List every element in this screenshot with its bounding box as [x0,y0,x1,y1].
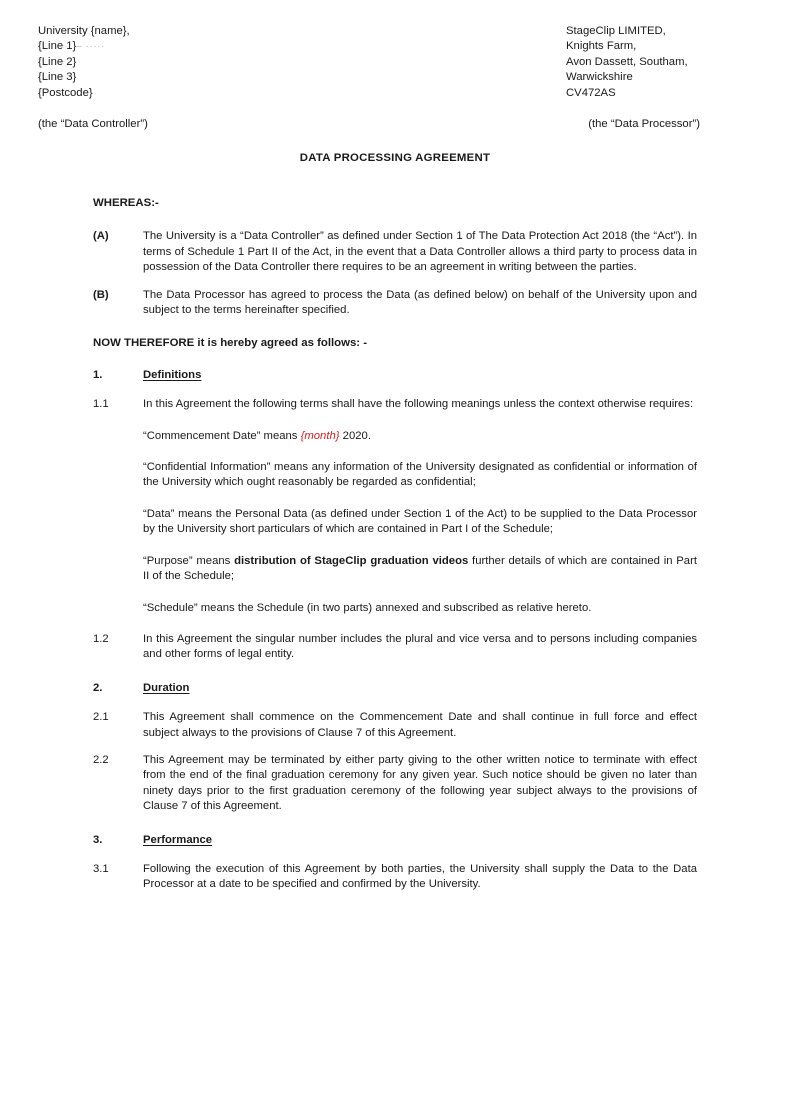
definition-commencement-date-prefix: “Commencement Date” means [143,429,301,442]
subclause-2-1-text: This Agreement shall commence on the Commencement Date and shall continue in full force and effect subject always to the provisions of Clause 7 of this Agreement. [143,711,697,739]
clause-2-title: Duration [143,681,190,694]
whereas-item-b-marker: (B) [93,288,109,301]
spacer [93,696,697,710]
whereas-item-a [93,229,697,275]
controller-line-1: University {name}, [38,25,130,37]
subclause-1-1-text: In this Agreement the following terms shall have the following meanings unless the context otherwise requires: [143,398,694,411]
page-title: DATA PROCESSING AGREEMENT [299,152,491,164]
clause-3-number: 3. [93,833,103,846]
spacer [93,848,697,862]
clause-1-title: Definitions [143,368,202,381]
whereas-item-a-marker: (A) [93,230,109,243]
spacer [93,318,697,336]
definition-purpose-emphasis: distribution of StageClip graduation videos [234,554,469,567]
whereas-heading: WHEREAS:- [93,197,159,209]
spacer [93,741,697,753]
parties-header [0,24,790,144]
controller-line-3: {Line 2} [38,55,77,68]
clause-2-number: 2. [93,681,103,694]
definition-confidential-information: “Confidential Information” means any information of the University designated as confidential or information of the University which ought reasonably be regarded as confidential; [143,461,697,489]
subclause-1-1-number: 1.1 [93,398,109,411]
subclause-1-2 [93,632,697,663]
subclause-1-2-number: 1.2 [93,632,109,645]
subclause-2-1 [93,710,697,741]
spacer [93,413,697,429]
definition-purpose [143,554,697,585]
subclause-3-1 [93,862,697,893]
spacer [93,616,697,632]
subclause-2-2-text: This Agreement may be terminated by either party giving to the other written notice to terminate with effect from the end of the final graduation ceremony for any given year. Such notice should be given no later than ninety days prior to the first graduation ceremony of the following year subject always to the provisions of Clause 7 of this Agreement. [143,753,697,813]
controller-line-2 [38,39,368,54]
clause-2-heading [93,681,697,696]
definition-commencement-date-suffix: 2020. [339,429,371,442]
definition-purpose-suffix: further details of which are contained in Part II of the Schedule; [143,554,697,583]
definition-schedule: “Schedule” means the Schedule (in two parts) annexed and subscribed as relative hereto. [143,601,592,614]
subclause-1-2-text: In this Agreement the singular number includes the plural and vice versa and to persons including companies and other forms of legal entity. [143,632,697,661]
whereas-item-a-text: The University is a “Data Controller” as defined under Section 1 of The Data Protection Act 2018 (the “Act”). In terms of Schedule 1 Part II of the Act, in the event that a Data Controller allows a third party to process data in possession of the Data Controller there requires to be an agreement in writing between the parties. [143,230,697,274]
processor-line-3: Avon Dassett, Southam, [566,55,688,68]
controller-line-5: {Postcode} [38,86,93,99]
controller-line-2-text: {Line 1} [38,40,77,53]
definition-commencement-date-placeholder: {month} [300,429,340,442]
processor-line-1: StageClip LIMITED, [566,25,666,37]
spacer [93,352,697,368]
spacer [93,815,697,833]
processor-line-4: Warwickshire [566,71,633,84]
spacer [93,211,697,229]
document-body [93,196,697,893]
subclause-1-1 [93,397,697,412]
spacer [93,444,697,460]
data-controller-block [38,24,368,101]
spacer [93,538,697,554]
whereas-item-b [93,288,697,319]
spacer [93,491,697,507]
processor-line-2: Knights Farm, [566,40,637,53]
subclause-2-2-number: 2.2 [93,753,109,766]
data-processor-tag: (the “Data Processor”) [588,118,700,130]
definition-purpose-prefix: “Purpose” means [143,554,235,567]
processor-line-5: CV472AS [566,86,616,99]
subclause-2-2 [93,753,697,815]
data-controller-tag: (the “Data Controller”) [38,118,148,130]
controller-line-4: {Line 3} [38,71,77,84]
subclause-2-1-number: 2.1 [93,711,109,724]
clause-3-heading [93,833,697,848]
spacer [93,383,697,397]
spacer [93,276,697,288]
controller-line-2-dashes: – ····· [76,41,105,53]
data-processor-block [566,24,776,101]
clause-1-number: 1. [93,368,103,381]
spacer [93,663,697,681]
spacer [93,585,697,601]
subclause-3-1-number: 3.1 [93,862,109,875]
clause-1-heading [93,368,697,383]
clause-3-title: Performance [143,833,213,846]
definition-data: “Data” means the Personal Data (as defined under Section 1 of the Act) to be supplied to the Data Processor by the University short particulars of which are contained in Part I of the Schedule; [143,507,697,536]
whereas-item-b-text: The Data Processor has agreed to process the Data (as defined below) on behalf of the University upon and subject to the terms hereinafter specified. [143,288,697,317]
definition-commencement-date [143,429,697,444]
subclause-3-1-text: Following the execution of this Agreement by both parties, the University shall supply the Data to the Data Processor at a date to be specified and confirmed by the University. [143,862,697,891]
now-therefore-heading: NOW THEREFORE it is hereby agreed as follows: - [93,337,368,350]
